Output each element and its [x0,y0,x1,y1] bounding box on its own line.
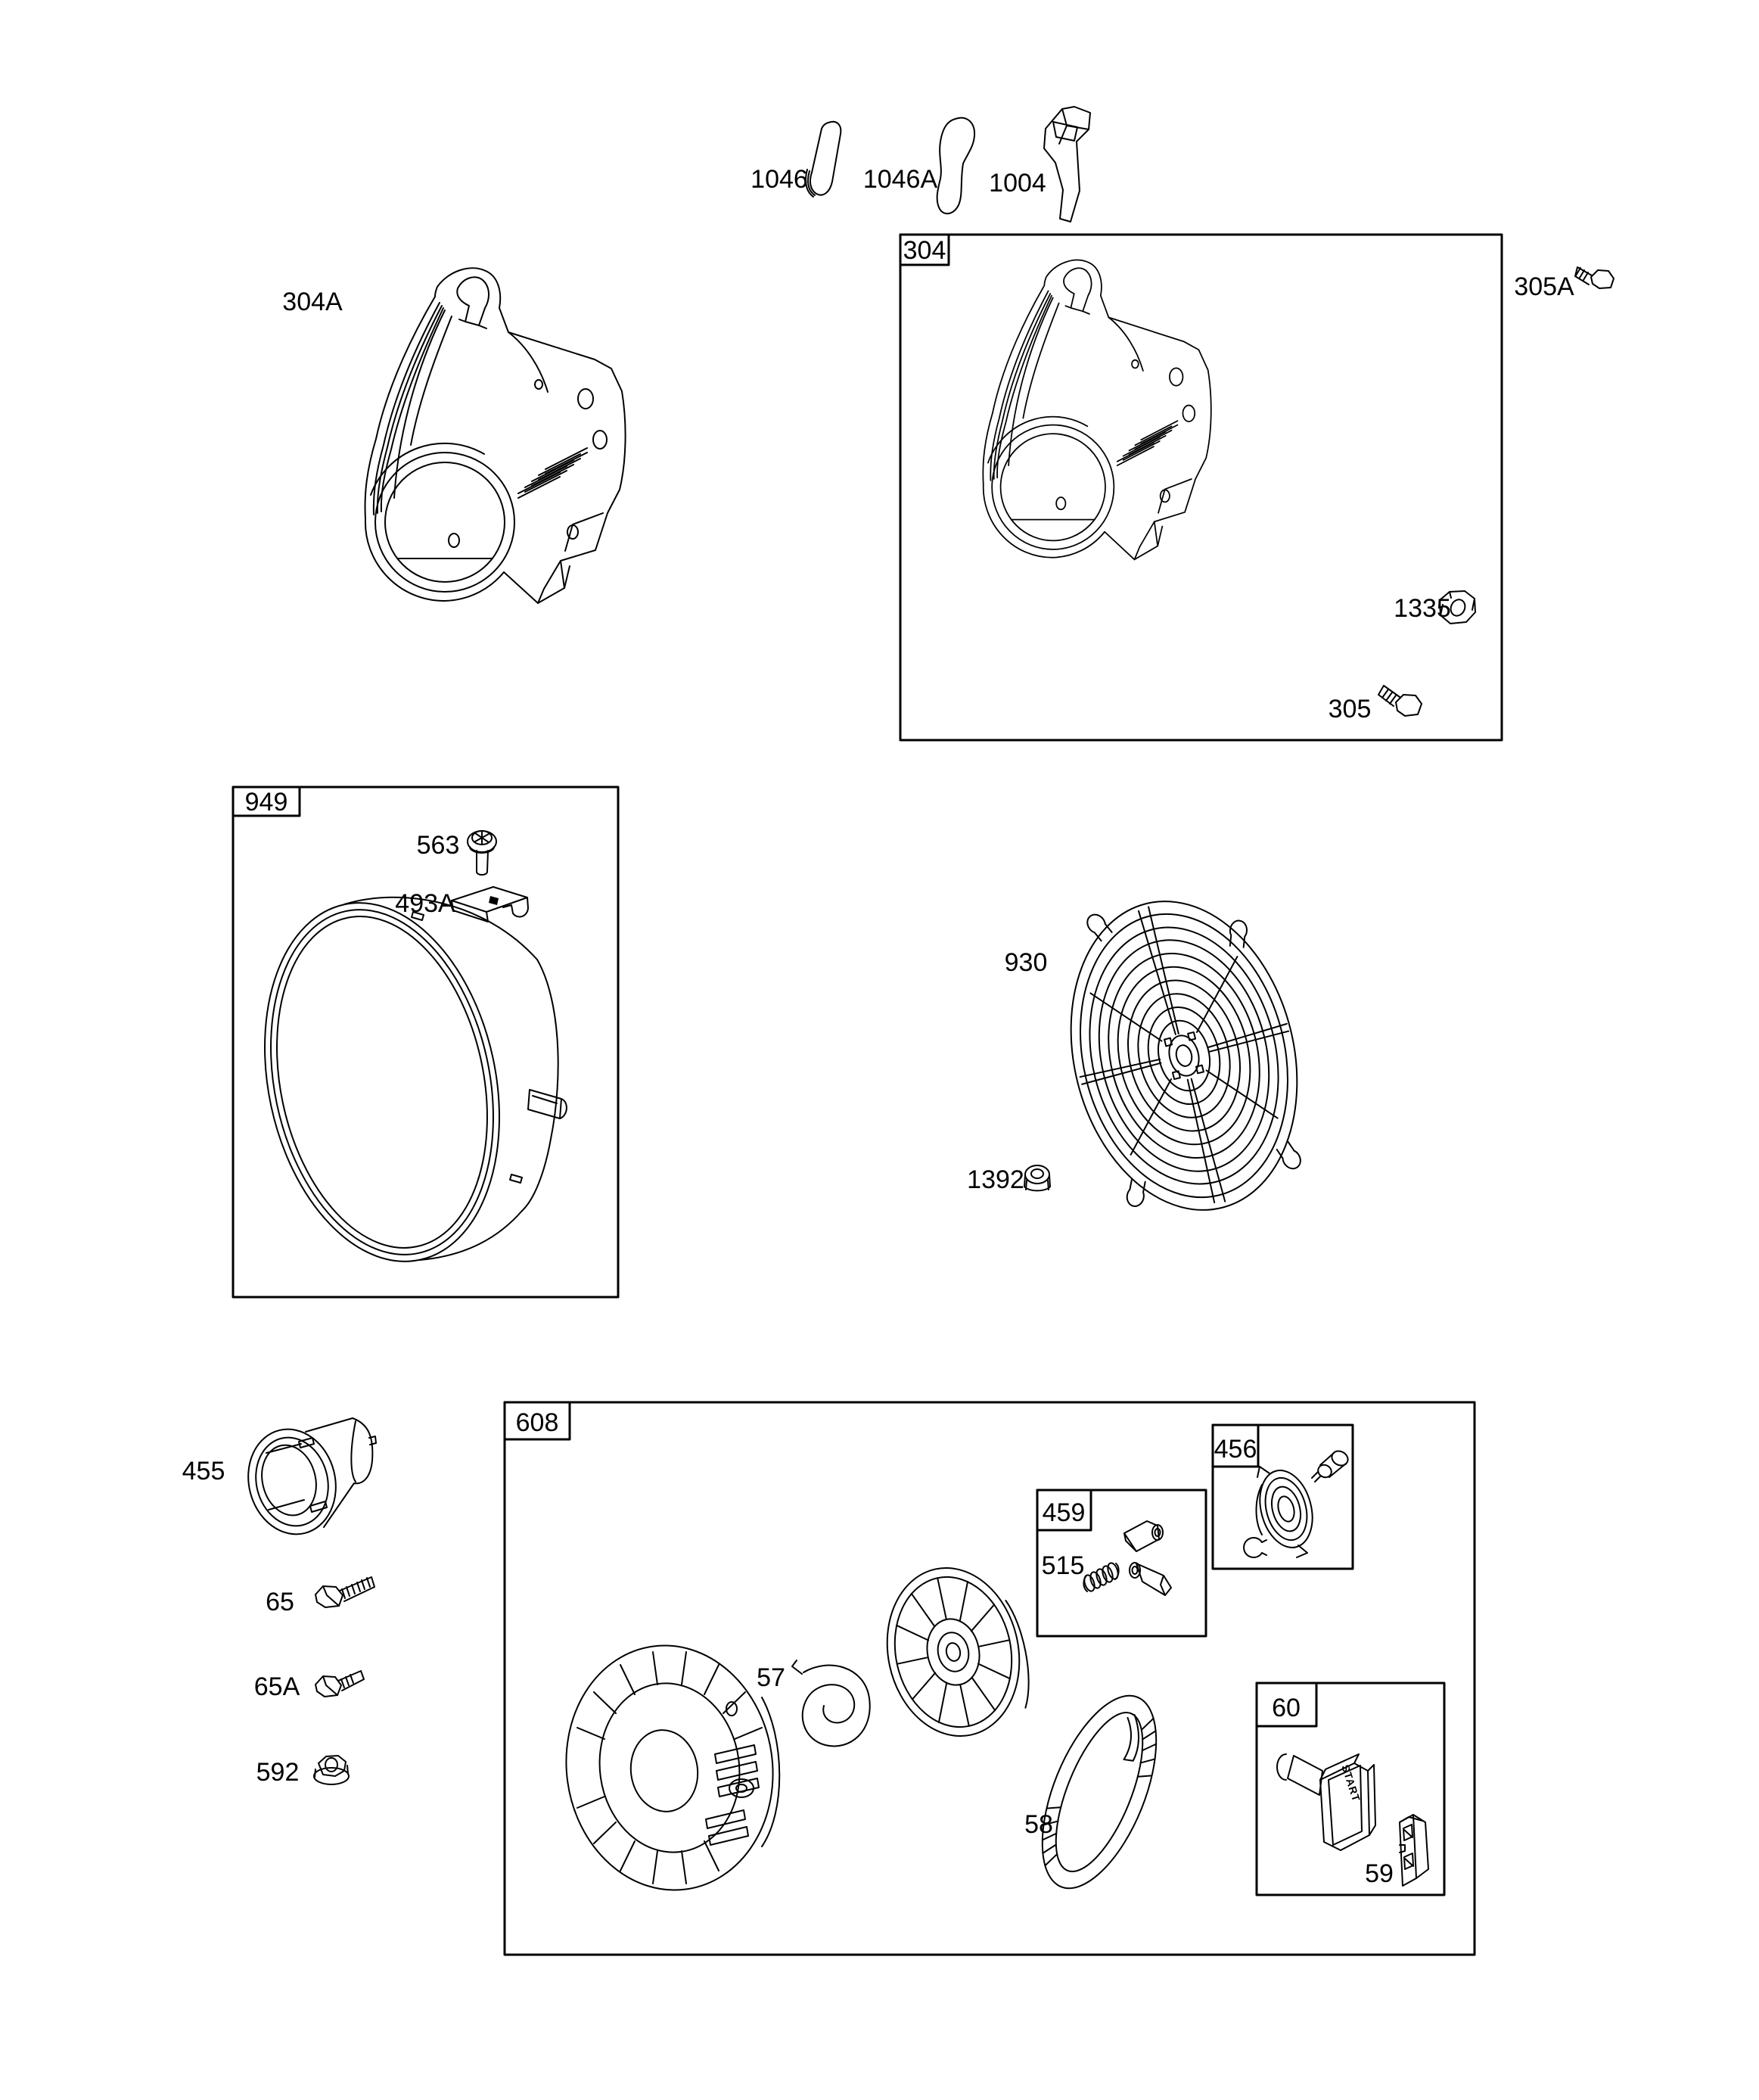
callout-592: 592 [256,1758,300,1787]
blower-housing-304A [365,268,626,603]
callout-305: 305 [1328,695,1372,723]
nut-1392 [1024,1165,1050,1190]
callout-493A: 493A [395,889,455,918]
box-459-label: 459 [1042,1498,1086,1527]
retaining-ring-456 [1244,1538,1266,1557]
callout-1004: 1004 [989,169,1046,198]
callout-65: 65 [266,1588,294,1616]
bolt-305 [1378,686,1422,716]
bolt-65 [315,1577,374,1607]
pawl-friction-plate [1252,1464,1321,1557]
fan-guard-930 [1039,873,1329,1234]
box-608-label: 608 [515,1408,559,1437]
part-1004-deflector [1044,107,1090,222]
blower-housing-in-box-304 [983,260,1210,560]
box-304-label: 304 [903,236,946,265]
starter-handle [1277,1754,1375,1850]
box-456-label: 456 [1214,1435,1257,1464]
callout-57: 57 [757,1663,785,1692]
bolt-65A [315,1671,364,1697]
bracket-493A [452,887,528,922]
callout-455: 455 [182,1457,225,1486]
shoulder-screw-456 [1312,1448,1350,1482]
part-1046-baffle [806,122,841,197]
screw-563 [468,831,496,875]
group-box-304 [900,235,1502,740]
group-box-949 [233,787,618,1297]
callout-1046: 1046 [751,165,808,194]
part-1046A-baffle [937,118,974,214]
callout-65A: 65A [253,1672,300,1701]
callout-labels [182,165,1574,1888]
handle-start-text: START [1339,1762,1363,1804]
recoil-housing [551,1632,788,1904]
flange-nut-592 [314,1756,349,1784]
box-949-label: 949 [244,788,288,817]
box-60-label: 60 [1272,1694,1301,1722]
rope-pulley [872,1554,1040,1748]
callout-305A: 305A [1514,272,1574,301]
callout-58: 58 [1024,1810,1053,1839]
bushing-455 [238,1418,376,1544]
callout-304A: 304A [282,288,343,316]
callout-515: 515 [1041,1551,1085,1580]
callout-930: 930 [1004,948,1048,977]
callout-59: 59 [1365,1859,1394,1888]
starter-spring-57 [792,1660,870,1746]
starter-pawl-lower [1130,1563,1171,1595]
bolt-305A [1575,267,1614,288]
handle-insert-59 [1400,1815,1428,1886]
callout-1335: 1335 [1394,594,1451,623]
pawl-spring-515 [1083,1562,1120,1593]
starter-rope-58 [1019,1680,1179,1903]
callout-563: 563 [416,831,460,860]
callout-1392: 1392 [967,1165,1024,1194]
cover-drum-949 [233,881,567,1283]
callout-1046A: 1046A [862,165,938,194]
group-box-608 [505,1402,1475,1955]
starter-pawl-upper [1124,1521,1163,1551]
